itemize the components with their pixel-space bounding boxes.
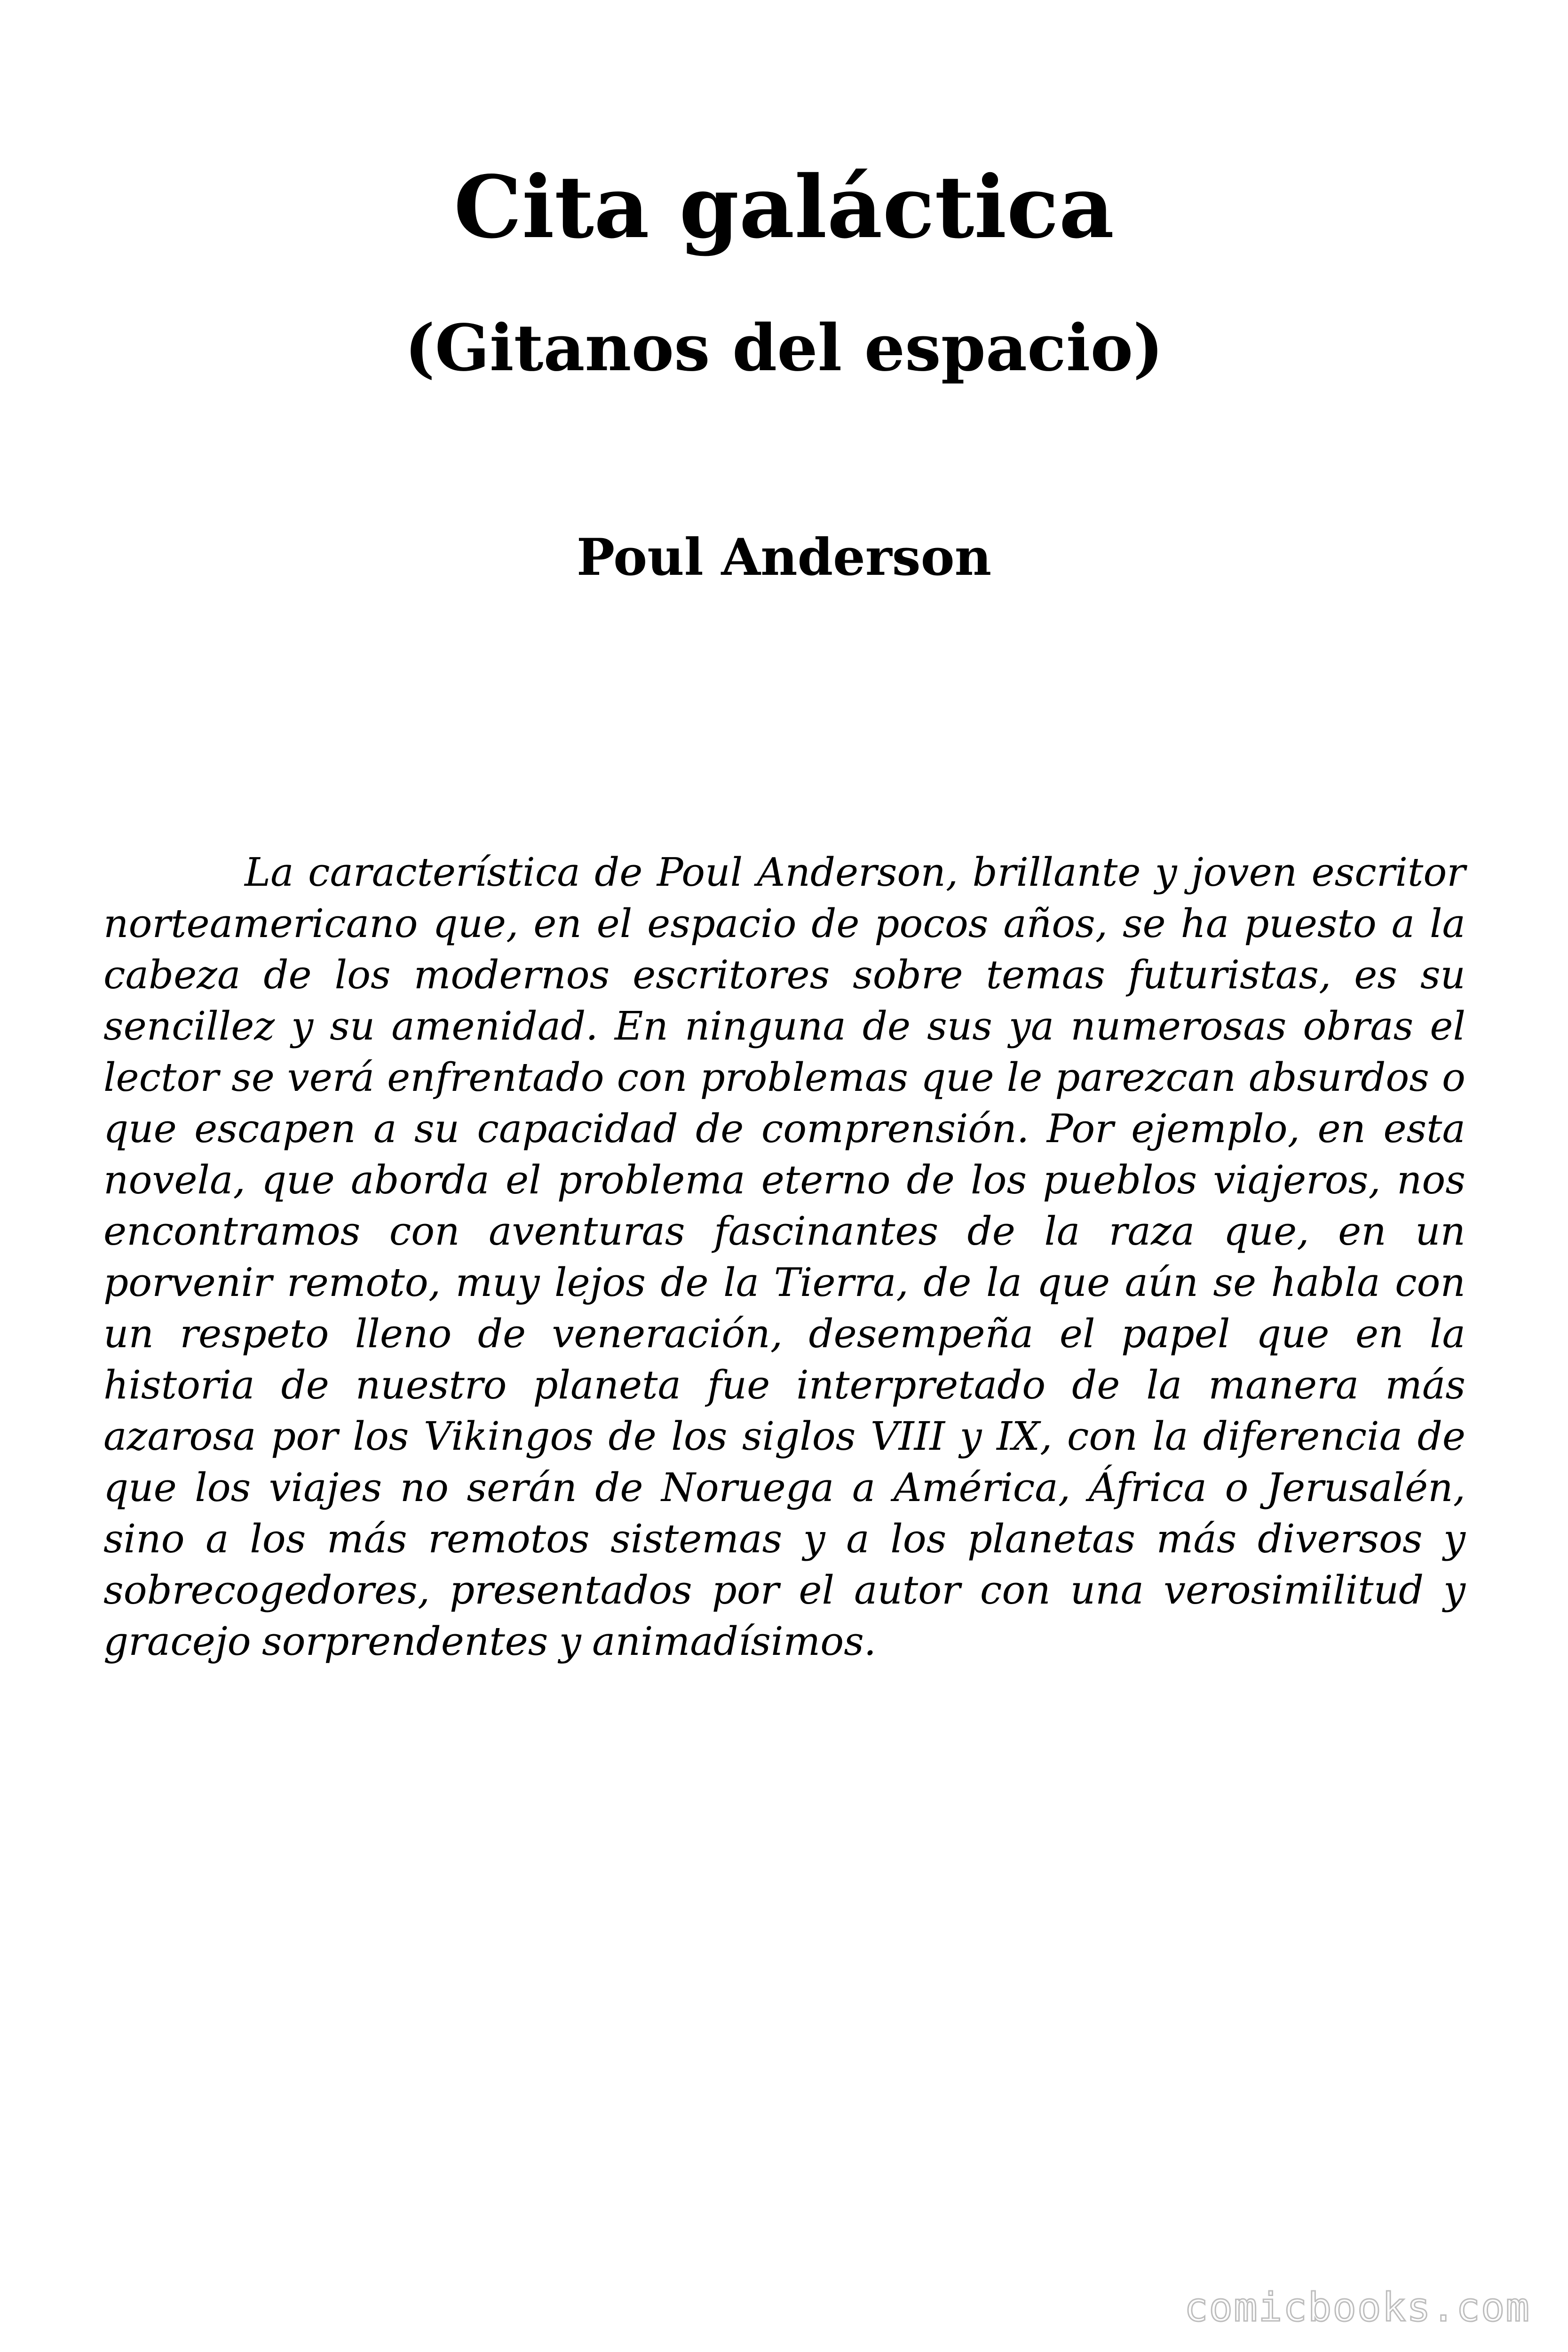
book-author: Poul Anderson [576,528,992,587]
book-subtitle: (Gitanos del espacio) [404,310,1164,386]
book-title: Cita galáctica [453,157,1115,257]
book-synopsis: La característica de Poul Anderson, brillante y joven escritor norteamericano que, en el espacio de pocos años, se ha puesto a la cabeza de los modernos escritores sobre temas futuristas, es su sencillez y su amenidad. En ninguna de sus ya numerosas obras el lector se verá enfrentado con problemas que le parezcan absurdos o que escapen a su capacidad de comprensión. Por ejemplo, en esta novela, que aborda el problema eterno de los pueblos viajeros, nos encontramos con aventuras fascinantes de la raza que, en un porvenir remoto, muy lejos de la Tierra, de la que aún se habla con un respeto lleno de veneración, desempeña el papel que en la historia de nuestro planeta fue interpretado de la manera más azarosa por los Vikingos de los siglos VIII y IX, con la diferencia de que los viajes no serán de Noruega a América, África o Jerusalén, sino a los más remotos sistemas y a los planetas más diversos y sobrecogedores, presentados por el autor con una verosimilitud y gracejo sorprendentes y animadísimos. [103,850,1465,1664]
site-watermark: comicbooks.com [1184,2284,1530,2330]
